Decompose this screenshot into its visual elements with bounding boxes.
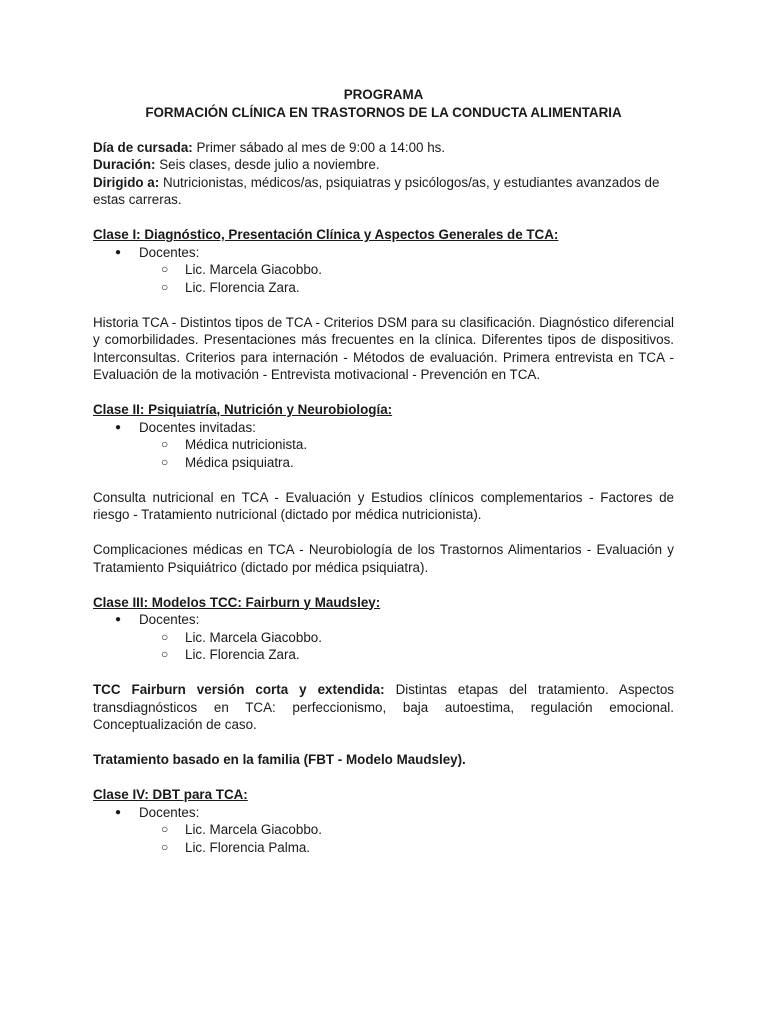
list-item bbox=[93, 261, 674, 279]
paragraph: Historia TCA - Distintos tipos de TCA - Criterios DSM para su clasificación. Diagnóstico diferencial y comorbilidades. Presentaciones más frecuentes en la clínica. Diferentes tipos de dispositivos. Interconsultas. Criterios para internación - Métodos de evaluación. Primera entrevista en TCA - Evaluación de la motivación - Entrevista motivacional - Prevención en TCA. bbox=[93, 314, 674, 382]
docente-name: Médica psiquiatra. bbox=[185, 454, 294, 470]
list-item-label: Docentes: bbox=[139, 244, 200, 260]
section-heading-clase-2: Clase II: Psiquiatría, Nutrición y Neurobiología: bbox=[93, 402, 393, 417]
docente-name: Lic. Florencia Palma. bbox=[185, 839, 311, 855]
circle-bullet-icon: ○ bbox=[161, 262, 169, 276]
circle-bullet-icon: ○ bbox=[161, 839, 169, 854]
doc-title: PROGRAMA bbox=[343, 87, 424, 102]
info-text: Nutricionistas, médicos/as, psiquiatras y psicólogos/as, y estudiantes avanzados de estas carreras. bbox=[93, 174, 660, 207]
list-item bbox=[93, 804, 674, 822]
docente-name: Lic. Florencia Zara. bbox=[185, 647, 300, 662]
bullet-icon: ● bbox=[115, 614, 122, 625]
circle-bullet-icon: ○ bbox=[161, 437, 169, 451]
list-item bbox=[93, 646, 674, 664]
list-item bbox=[93, 454, 674, 472]
list-item bbox=[93, 611, 674, 629]
docente-name: Lic. Marcela Giacobbo. bbox=[185, 262, 322, 277]
bullet-icon: ● bbox=[115, 246, 122, 258]
docente-name: Lic. Marcela Giacobbo. bbox=[185, 629, 322, 645]
info-text: Seis clases, desde julio a noviembre. bbox=[155, 157, 380, 172]
info-duracion bbox=[93, 156, 674, 174]
list-item bbox=[93, 839, 674, 857]
list-item bbox=[93, 821, 674, 839]
circle-bullet-icon: ○ bbox=[161, 629, 169, 644]
docente-name: Médica nutricionista. bbox=[185, 437, 308, 452]
paragraph: Complicaciones médicas en TCA - Neurobiología de los Trastornos Alimentarios - Evaluación y Tratamiento Psiquiátrico (dictado por médica psiquiatra). bbox=[93, 542, 674, 575]
info-dia bbox=[93, 139, 674, 157]
info-dirigido bbox=[93, 174, 674, 209]
docente-name: Lic. Florencia Zara. bbox=[185, 279, 300, 295]
paragraph: Consulta nutricional en TCA - Evaluación y Estudios clínicos complementarios - Factores de riesgo - Tratamiento nutricional (dictado por médica nutricionista). bbox=[93, 489, 674, 522]
list-item bbox=[93, 244, 674, 262]
circle-bullet-icon: ○ bbox=[161, 454, 169, 469]
list-item bbox=[93, 279, 674, 297]
doc-subtitle: FORMACIÓN CLÍNICA EN TRASTORNOS DE LA CONDUCTA ALIMENTARIA bbox=[145, 104, 622, 120]
paragraph-text: Distintas etapas del tratamiento. Aspectos transdiagnósticos en TCA: perfeccionismo, baja autoestima, regulación emocional. Conceptualización de caso. bbox=[93, 682, 674, 732]
list-item bbox=[93, 419, 674, 437]
info-label: Duración: bbox=[93, 157, 156, 172]
paragraph bbox=[93, 681, 674, 734]
list-item-label: Docentes invitadas: bbox=[139, 419, 256, 435]
paragraph: Tratamiento basado en la familia (FBT - Modelo Maudsley). bbox=[93, 752, 466, 767]
circle-bullet-icon: ○ bbox=[161, 647, 169, 661]
circle-bullet-icon: ○ bbox=[161, 822, 169, 836]
paragraph-lead: TCC Fairburn versión corta y extendida: bbox=[93, 682, 385, 697]
document-body bbox=[93, 86, 674, 856]
bullet-icon: ● bbox=[115, 806, 122, 818]
circle-bullet-icon: ○ bbox=[161, 279, 169, 294]
list-item-label: Docentes: bbox=[139, 612, 200, 627]
docente-name: Lic. Marcela Giacobbo. bbox=[185, 822, 322, 837]
section-heading-clase-4: Clase IV: DBT para TCA: bbox=[93, 787, 248, 802]
list-item-label: Docentes: bbox=[139, 804, 200, 820]
info-label: Día de cursada: bbox=[93, 139, 193, 155]
section-heading-clase-3: Clase III: Modelos TCC: Fairburn y Maudsley: bbox=[93, 594, 381, 610]
info-text: Primer sábado al mes de 9:00 a 14:00 hs. bbox=[192, 139, 446, 155]
list-item bbox=[93, 436, 674, 454]
section-heading-clase-1: Clase I: Diagnóstico, Presentación Clínica y Aspectos Generales de TCA: bbox=[93, 227, 559, 242]
bullet-icon: ● bbox=[115, 421, 122, 433]
list-item bbox=[93, 629, 674, 647]
info-label: Dirigido a: bbox=[93, 174, 160, 190]
